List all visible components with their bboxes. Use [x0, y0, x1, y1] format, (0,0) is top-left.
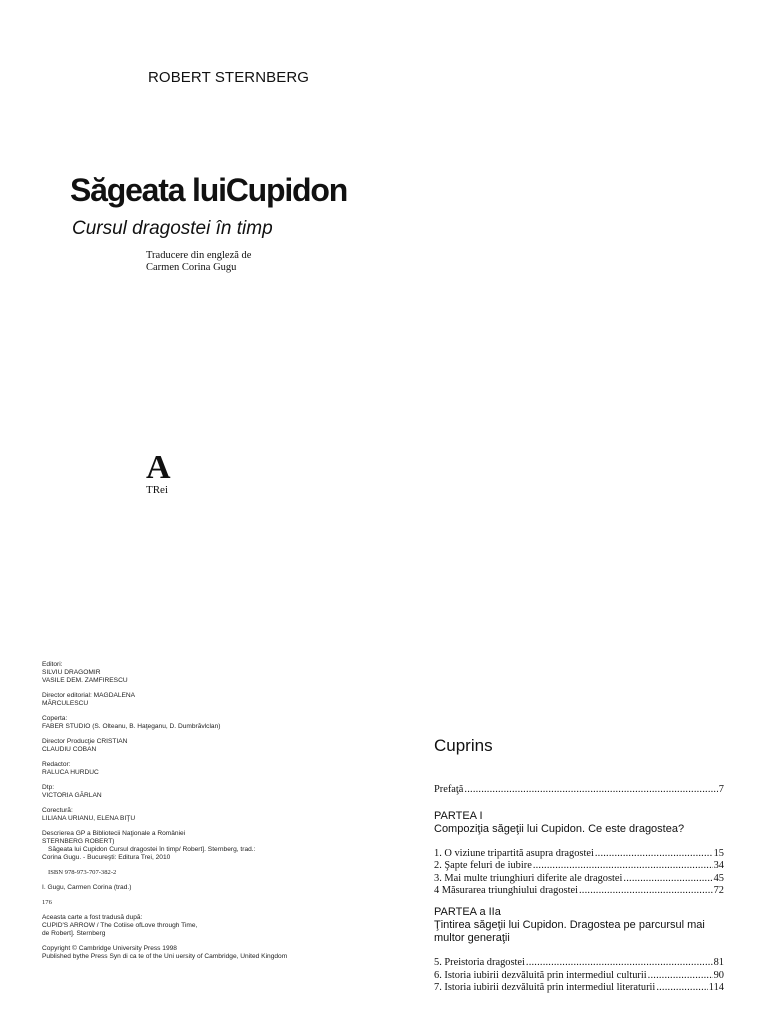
- colophon-label: Dtp:: [42, 784, 55, 791]
- colophon-proofreading: [42, 807, 332, 823]
- colophon-line: de Robert]. Sternberg: [42, 930, 106, 937]
- colophon-line: CUPID'S ARROW / The Cotiise ofLove through Time,: [42, 922, 198, 929]
- colophon-label: Editori:: [42, 661, 63, 668]
- book-subtitle: Cursul dragostei în timp: [72, 218, 273, 239]
- author-name: ROBERT STERNBERG: [148, 69, 310, 86]
- toc-entry[interactable]: [434, 982, 724, 995]
- toc-entry-page: 72: [713, 885, 724, 897]
- table-of-contents: [434, 736, 724, 995]
- translator-note: [146, 250, 251, 274]
- toc-entry-label: 1. O viziune tripartită asupra dragostei: [434, 847, 594, 859]
- toc-entry-preface[interactable]: [434, 784, 724, 797]
- translator-label: Traducere din engleză de: [146, 250, 252, 261]
- colophon-editors: [42, 661, 332, 685]
- toc-leader-dots: [579, 885, 713, 898]
- book-title: Săgeata luiCupidon: [70, 172, 348, 208]
- colophon-line: CLAUDIU COBAN: [42, 746, 97, 753]
- colophon-label: Redactor:: [42, 761, 71, 768]
- colophon-cip: [42, 830, 332, 862]
- colophon-line: RALUCA HURDUC: [42, 769, 99, 776]
- colophon-line: VASILE DEM. ZAMFIRESCU: [42, 677, 128, 684]
- toc-entry-label: 3. Mai multe triunghiuri diferite ale dragostei: [434, 872, 623, 884]
- colophon-redactor: [42, 761, 332, 777]
- toc-leader-dots: [533, 860, 713, 873]
- toc-entry[interactable]: [434, 848, 724, 861]
- toc-part-title: Ţintirea săgeţii lui Cupidon. Dragostea pe parcursul mai multor generaţii: [434, 918, 705, 944]
- colophon-line: VICTORIA GĂRLAN: [42, 792, 102, 799]
- toc-part-label: PARTEA I: [434, 809, 483, 822]
- colophon-production: [42, 738, 332, 754]
- toc-leader-dots: [526, 957, 713, 970]
- colophon-translator-index: I. Gugu, Carmen Corina (trad.): [42, 884, 132, 891]
- toc-entry-label: 2. Şapte feluri de iubire: [434, 860, 532, 872]
- colophon-line: MĂRCULESCU: [42, 700, 89, 707]
- colophon-original-title: [42, 914, 332, 938]
- colophon-line: LILIANA URIANU, ELENA BIŢU: [42, 815, 136, 822]
- toc-entry-page: 81: [713, 956, 724, 968]
- toc-entry-page: 34: [713, 860, 724, 872]
- toc-entry-page: 15: [713, 847, 724, 859]
- toc-entry-page: 7: [718, 784, 724, 795]
- colophon-isbn: ISBN 978-973-707-382-2: [48, 869, 117, 876]
- toc-entry-page: 114: [708, 982, 724, 994]
- toc-leader-dots: [656, 982, 707, 995]
- colophon-line: SILVIU DRAGOMIR: [42, 669, 101, 676]
- toc-entry[interactable]: [434, 860, 724, 873]
- publisher-name: TRei: [146, 484, 168, 496]
- colophon-editorial-director: [42, 692, 332, 708]
- colophon-line: Aceasta carte a fost tradusă după:: [42, 914, 143, 921]
- colophon-line: Director Producţie CRISTIAN: [42, 738, 128, 745]
- colophon-dtp: [42, 784, 332, 800]
- toc-part-title: Compoziţia săgeţii lui Cupidon. Ce este dragostea?: [434, 822, 685, 835]
- toc-leader-dots: [648, 970, 713, 983]
- toc-entry-label: 6. Istoria iubirii dezvăluită prin intermediul culturii: [434, 969, 647, 981]
- colophon-code: 176: [42, 899, 52, 906]
- colophon-line: Director editorial: MAGDALENA: [42, 692, 136, 699]
- toc-entry[interactable]: [434, 970, 724, 983]
- colophon-line: Corina Gugu. - Bucureşti: Editura Trei, 2010: [42, 854, 171, 861]
- colophon: [42, 661, 332, 968]
- colophon-copyright: [42, 945, 332, 961]
- colophon-line: Published bythe Press Syn di ca te of the Uni uersity of Cambridge, United Kingdom: [42, 953, 288, 960]
- toc-entry-page: 90: [713, 969, 724, 981]
- toc-entry-page: 45: [713, 872, 724, 884]
- publisher-mark: A: [146, 449, 171, 486]
- translator-name: Carmen Corina Gugu: [146, 262, 237, 273]
- toc-entry-label: 5. Preistoria dragostei: [434, 956, 525, 968]
- colophon-label: Corectură:: [42, 807, 73, 814]
- publisher-logo: [146, 449, 171, 496]
- colophon-line: Descrierea GP a Bibliotecii Naţionale a României: [42, 830, 186, 837]
- toc-entry-label: Prefaţă: [434, 784, 464, 795]
- toc-entry[interactable]: [434, 873, 724, 886]
- colophon-label: Coperta:: [42, 715, 68, 722]
- toc-leader-dots: [623, 873, 712, 886]
- colophon-line: Săgeata lui Cupidon Cursul dragostei în timp/ Robert]. Sternberg, trad.:: [48, 846, 256, 853]
- toc-entry-label: 7. Istoria iubirii dezvăluită prin intermediul literaturii: [434, 982, 656, 994]
- toc-entry-label: 4 Măsurarea triunghiului dragostei: [434, 885, 578, 897]
- colophon-cover: [42, 715, 332, 731]
- toc-entry[interactable]: [434, 885, 724, 898]
- toc-entry[interactable]: [434, 957, 724, 970]
- colophon-line: FABER STUDIO (S. Olteanu, B. Haţeganu, D. Dumbrăvlclan): [42, 723, 221, 730]
- toc-part-label: PARTEA a IIa: [434, 905, 501, 918]
- toc-leader-dots: [464, 784, 717, 797]
- toc-heading: Cuprins: [434, 736, 493, 755]
- colophon-line: Copyright © Cambridge University Press 1998: [42, 945, 177, 952]
- colophon-line: STERNBERG ROBERT): [42, 838, 115, 845]
- toc-leader-dots: [595, 848, 713, 861]
